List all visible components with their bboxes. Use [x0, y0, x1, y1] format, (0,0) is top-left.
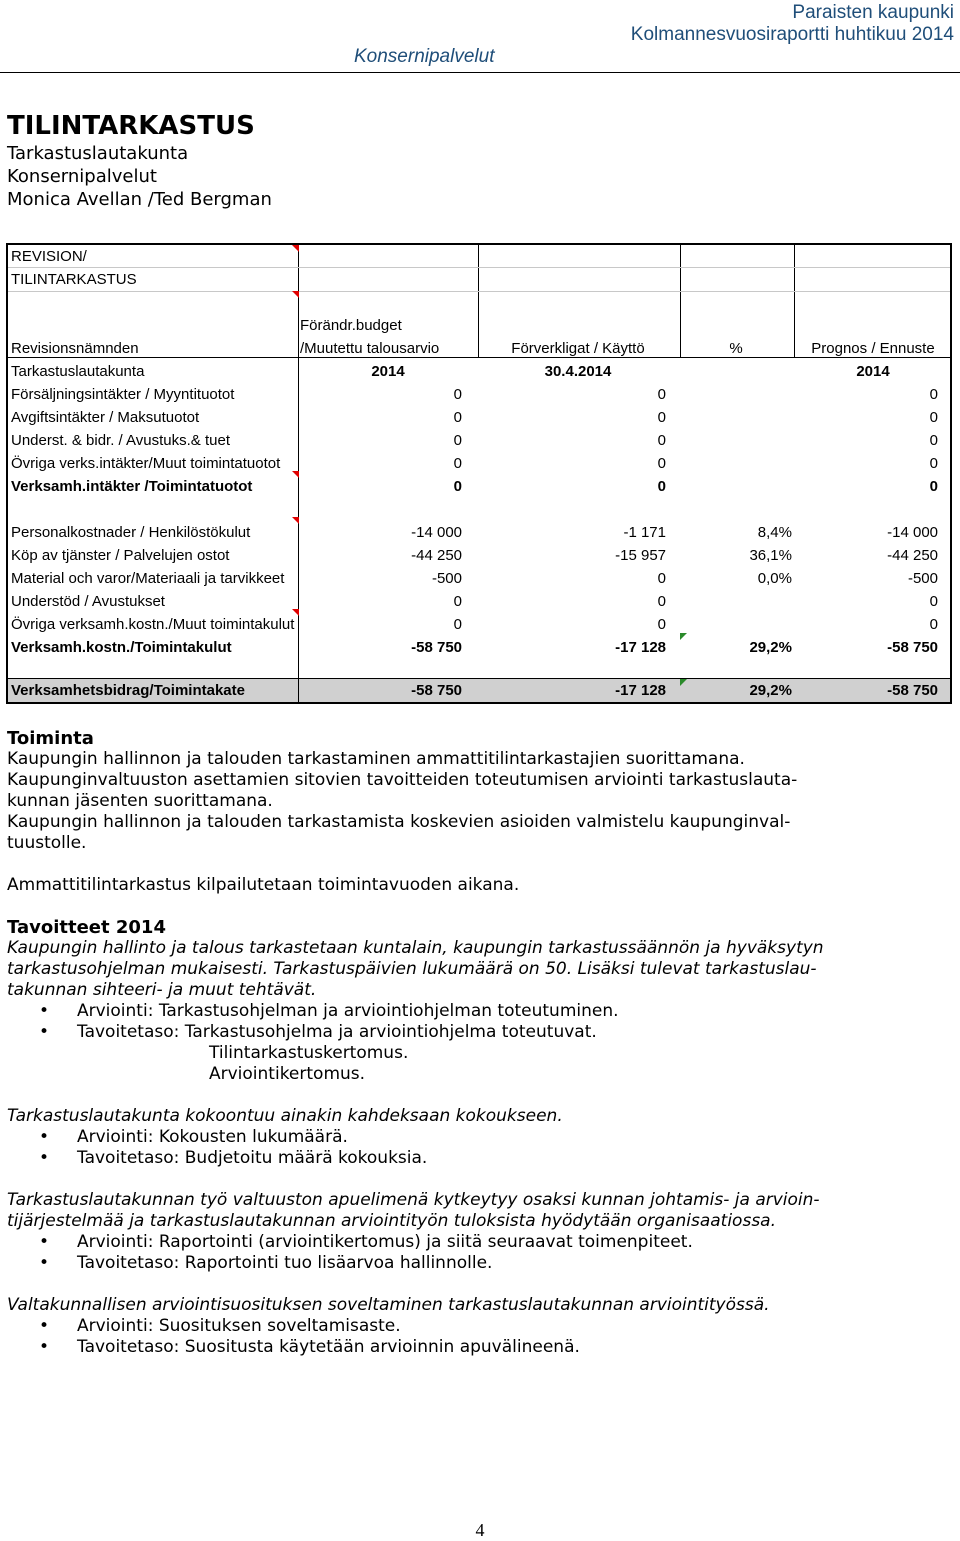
- table-row: [8, 567, 950, 590]
- row-label: Personalkostnader / Henkilöstökulut: [11, 524, 251, 541]
- row-budget: -58 750: [411, 639, 462, 656]
- col-sub-actual: 30.4.2014: [544, 363, 612, 380]
- row-pct: 29,2%: [749, 682, 792, 699]
- row-pct: 29,2%: [749, 639, 792, 656]
- row-label: Köp av tjänster / Palvelujen ostot: [11, 547, 230, 564]
- row-forecast: -58 750: [887, 639, 938, 656]
- paragraph-line: Ammattitilintarkastus kilpailutetaan toimintavuoden aikana.: [7, 875, 520, 895]
- paragraph-line: tarkastusohjelman mukaisesti. Tarkastuspäivien lukumäärä on 50. Lisäksi tulevat tarkastuslau-: [7, 959, 817, 979]
- row-budget: 0: [453, 386, 462, 403]
- col-sub-budget: 2014: [371, 363, 405, 380]
- row-forecast: 0: [929, 455, 938, 472]
- row-budget: 0: [453, 432, 462, 449]
- paragraph-line: Kaupungin hallinnon ja talouden tarkastamista koskevien asioiden valmistelu kaupunginval-: [7, 812, 791, 832]
- budget-table: [6, 243, 952, 704]
- row-pct: 36,1%: [749, 547, 792, 564]
- col-head-pct: %: [729, 340, 743, 357]
- row-label: Verksamhetsbidrag/Toimintakate: [11, 682, 245, 699]
- bullet-item: • Arviointi: Tarkastusohjelman ja arviointiohjelman toteutuminen.: [7, 1001, 957, 1022]
- page-number: 4: [475, 1520, 485, 1540]
- row-budget: 0: [453, 409, 462, 426]
- paragraph-line: tuustolle.: [7, 833, 87, 853]
- paragraph-line: Kaupunginvaltuuston asettamien sitovien tavoitteiden toteutumisen arviointi tarkastuslauta-: [7, 770, 798, 790]
- section-heading-toiminta: Toiminta: [7, 728, 94, 749]
- row-budget: -14 000: [411, 524, 462, 541]
- row-forecast: 0: [929, 478, 938, 495]
- paragraph-line: Tarkastuslautakunnan työ valtuuston apuelimenä kytkeytyy osaksi kunnan johtamis- ja arvioin-: [7, 1190, 820, 1210]
- row-actual: 0: [657, 386, 666, 403]
- bullet-item: • Arviointi: Suosituksen soveltamisaste.: [7, 1316, 957, 1337]
- grid-line: [8, 291, 950, 292]
- bullet-item: • Tavoitetaso: Tarkastusohjelma ja arviointiohjelma toteutuvat.: [7, 1022, 957, 1043]
- body-text: [7, 728, 957, 1358]
- row-forecast: -500: [907, 570, 938, 587]
- row-actual: 0: [657, 432, 666, 449]
- row-actual: 0: [657, 478, 666, 495]
- col-head-budget: /Muutettu talousarvio: [300, 340, 440, 357]
- paragraph-line: kunnan jäsenten suorittamana.: [7, 791, 273, 811]
- bullet-item: • Arviointi: Kokousten lukumäärä.: [7, 1127, 957, 1148]
- row-actual: 0: [657, 455, 666, 472]
- paragraph-line: Valtakunnallisen arviointisuosituksen soveltaminen tarkastuslautakunnan arviointityössä.: [7, 1295, 770, 1315]
- paragraph-line: Kaupungin hallinto ja talous tarkastetaan kuntalain, kaupungin tarkastussäännön ja hyväksytyn: [7, 938, 824, 958]
- row-forecast: -14 000: [887, 524, 938, 541]
- table-row: [8, 613, 950, 636]
- title-block: [7, 110, 272, 211]
- row-budget: 0: [453, 455, 462, 472]
- row-actual: -15 957: [615, 547, 666, 564]
- table-row: [8, 521, 950, 544]
- table-row: [8, 590, 950, 613]
- column-header-row: [8, 314, 950, 337]
- row-label: Verksamh.kostn./Toimintakulut: [11, 639, 232, 656]
- paragraph-line: tijärjestelmää ja tarkastuslautakunnan arviointityön tuloksista hyödytään organisaatiossa.: [7, 1211, 776, 1231]
- row-actual: -17 128: [615, 639, 666, 656]
- row-actual: -1 171: [623, 524, 666, 541]
- bullet-item: • Tavoitetaso: Suositusta käytetään arvioinnin apuvälineenä.: [7, 1337, 957, 1358]
- row-pct: 8,4%: [757, 524, 792, 541]
- row-budget: -44 250: [411, 547, 462, 564]
- header-rule: [0, 72, 960, 73]
- col-head-forecast: Prognos / Ennuste: [811, 340, 935, 357]
- row-budget: 0: [453, 478, 462, 495]
- indented-line: Arviointikertomus.: [209, 1064, 366, 1084]
- unit-name-fi: Tarkastuslautakunta: [11, 363, 145, 380]
- col-sub-forecast: 2014: [856, 363, 890, 380]
- table-row: [8, 429, 950, 452]
- table-heading: TILINTARKASTUS: [11, 271, 137, 288]
- column-header-row: [8, 337, 950, 360]
- header-report: Kolmannesvuosiraportti huhtikuu 2014: [630, 24, 954, 45]
- row-actual: -17 128: [615, 682, 666, 699]
- row-forecast: 0: [929, 616, 938, 633]
- title-line-3: Monica Avellan /Ted Bergman: [7, 189, 272, 210]
- comment-marker: [292, 291, 299, 298]
- row-label: Underst. & bidr. / Avustuks.& tuet: [11, 432, 231, 449]
- table-row-total: [8, 679, 950, 702]
- row-label: Övriga verksamh.kostn./Muut toimintakulut: [11, 616, 295, 633]
- title-line-1: Tarkastuslautakunta: [7, 143, 189, 164]
- title-line-2: Konsernipalvelut: [7, 166, 157, 187]
- row-forecast: -44 250: [887, 547, 938, 564]
- column-subheader-row: [8, 360, 950, 383]
- row-forecast: 0: [929, 409, 938, 426]
- header-section: Konsernipalvelut: [354, 46, 495, 67]
- row-budget: 0: [453, 616, 462, 633]
- table-heading-row: [8, 268, 950, 291]
- unit-name: Revisionsnämnden: [11, 340, 139, 357]
- row-actual: 0: [657, 616, 666, 633]
- indented-line: Tilintarkastuskertomus.: [209, 1043, 409, 1063]
- table-row: [8, 406, 950, 429]
- table-heading-row: [8, 245, 950, 268]
- section-heading-tavoitteet: Tavoitteet 2014: [7, 917, 166, 938]
- row-label: Verksamh.intäkter /Toimintatuotot: [11, 478, 253, 495]
- bullet-item: • Arviointi: Raportointi (arviointikertomus) ja siitä seuraavat toimenpiteet.: [7, 1232, 957, 1253]
- table-row: [8, 383, 950, 406]
- paragraph-line: takunnan sihteeri- ja muut tehtävät.: [7, 980, 317, 1000]
- row-label: Försäljningsintäkter / Myyntituotot: [11, 386, 235, 403]
- row-budget: -58 750: [411, 682, 462, 699]
- row-actual: 0: [657, 570, 666, 587]
- row-label: Övriga verks.intäkter/Muut toimintatuotot: [11, 455, 281, 472]
- bullet-item: • Tavoitetaso: Budjetoitu määrä kokouksia.: [7, 1148, 957, 1169]
- row-actual: 0: [657, 409, 666, 426]
- paragraph-line: Kaupungin hallinnon ja talouden tarkastaminen ammattitilintarkastajien suorittamana.: [7, 749, 745, 769]
- row-forecast: 0: [929, 432, 938, 449]
- table-row-subtotal: [8, 475, 950, 498]
- bullet-item: • Tavoitetaso: Raportointi tuo lisäarvoa hallinnolle.: [7, 1253, 957, 1274]
- table-row: [8, 452, 950, 475]
- row-forecast: 0: [929, 593, 938, 610]
- row-label: Understöd / Avustukset: [11, 593, 165, 610]
- page-title: TILINTARKASTUS: [7, 111, 255, 141]
- table-row-subtotal: [8, 636, 950, 659]
- row-budget: 0: [453, 593, 462, 610]
- paragraph-line: Tarkastuslautakunta kokoontuu ainakin kahdeksaan kokoukseen.: [7, 1106, 563, 1126]
- col-head-budget: Förändr.budget: [300, 317, 402, 334]
- row-label: Avgiftsintäkter / Maksutuotot: [11, 409, 200, 426]
- row-forecast: 0: [929, 386, 938, 403]
- row-label: Material och varor/Materiaali ja tarvikkeet: [11, 570, 285, 587]
- col-head-actual: Förverkligat / Käyttö: [511, 340, 645, 357]
- row-forecast: -58 750: [887, 682, 938, 699]
- table-heading: REVISION/: [11, 248, 87, 265]
- table-row: [8, 544, 950, 567]
- row-budget: -500: [431, 570, 462, 587]
- page-header: [354, 0, 954, 72]
- header-city: Paraisten kaupunki: [792, 2, 954, 23]
- row-pct: 0,0%: [757, 570, 792, 587]
- row-actual: 0: [657, 593, 666, 610]
